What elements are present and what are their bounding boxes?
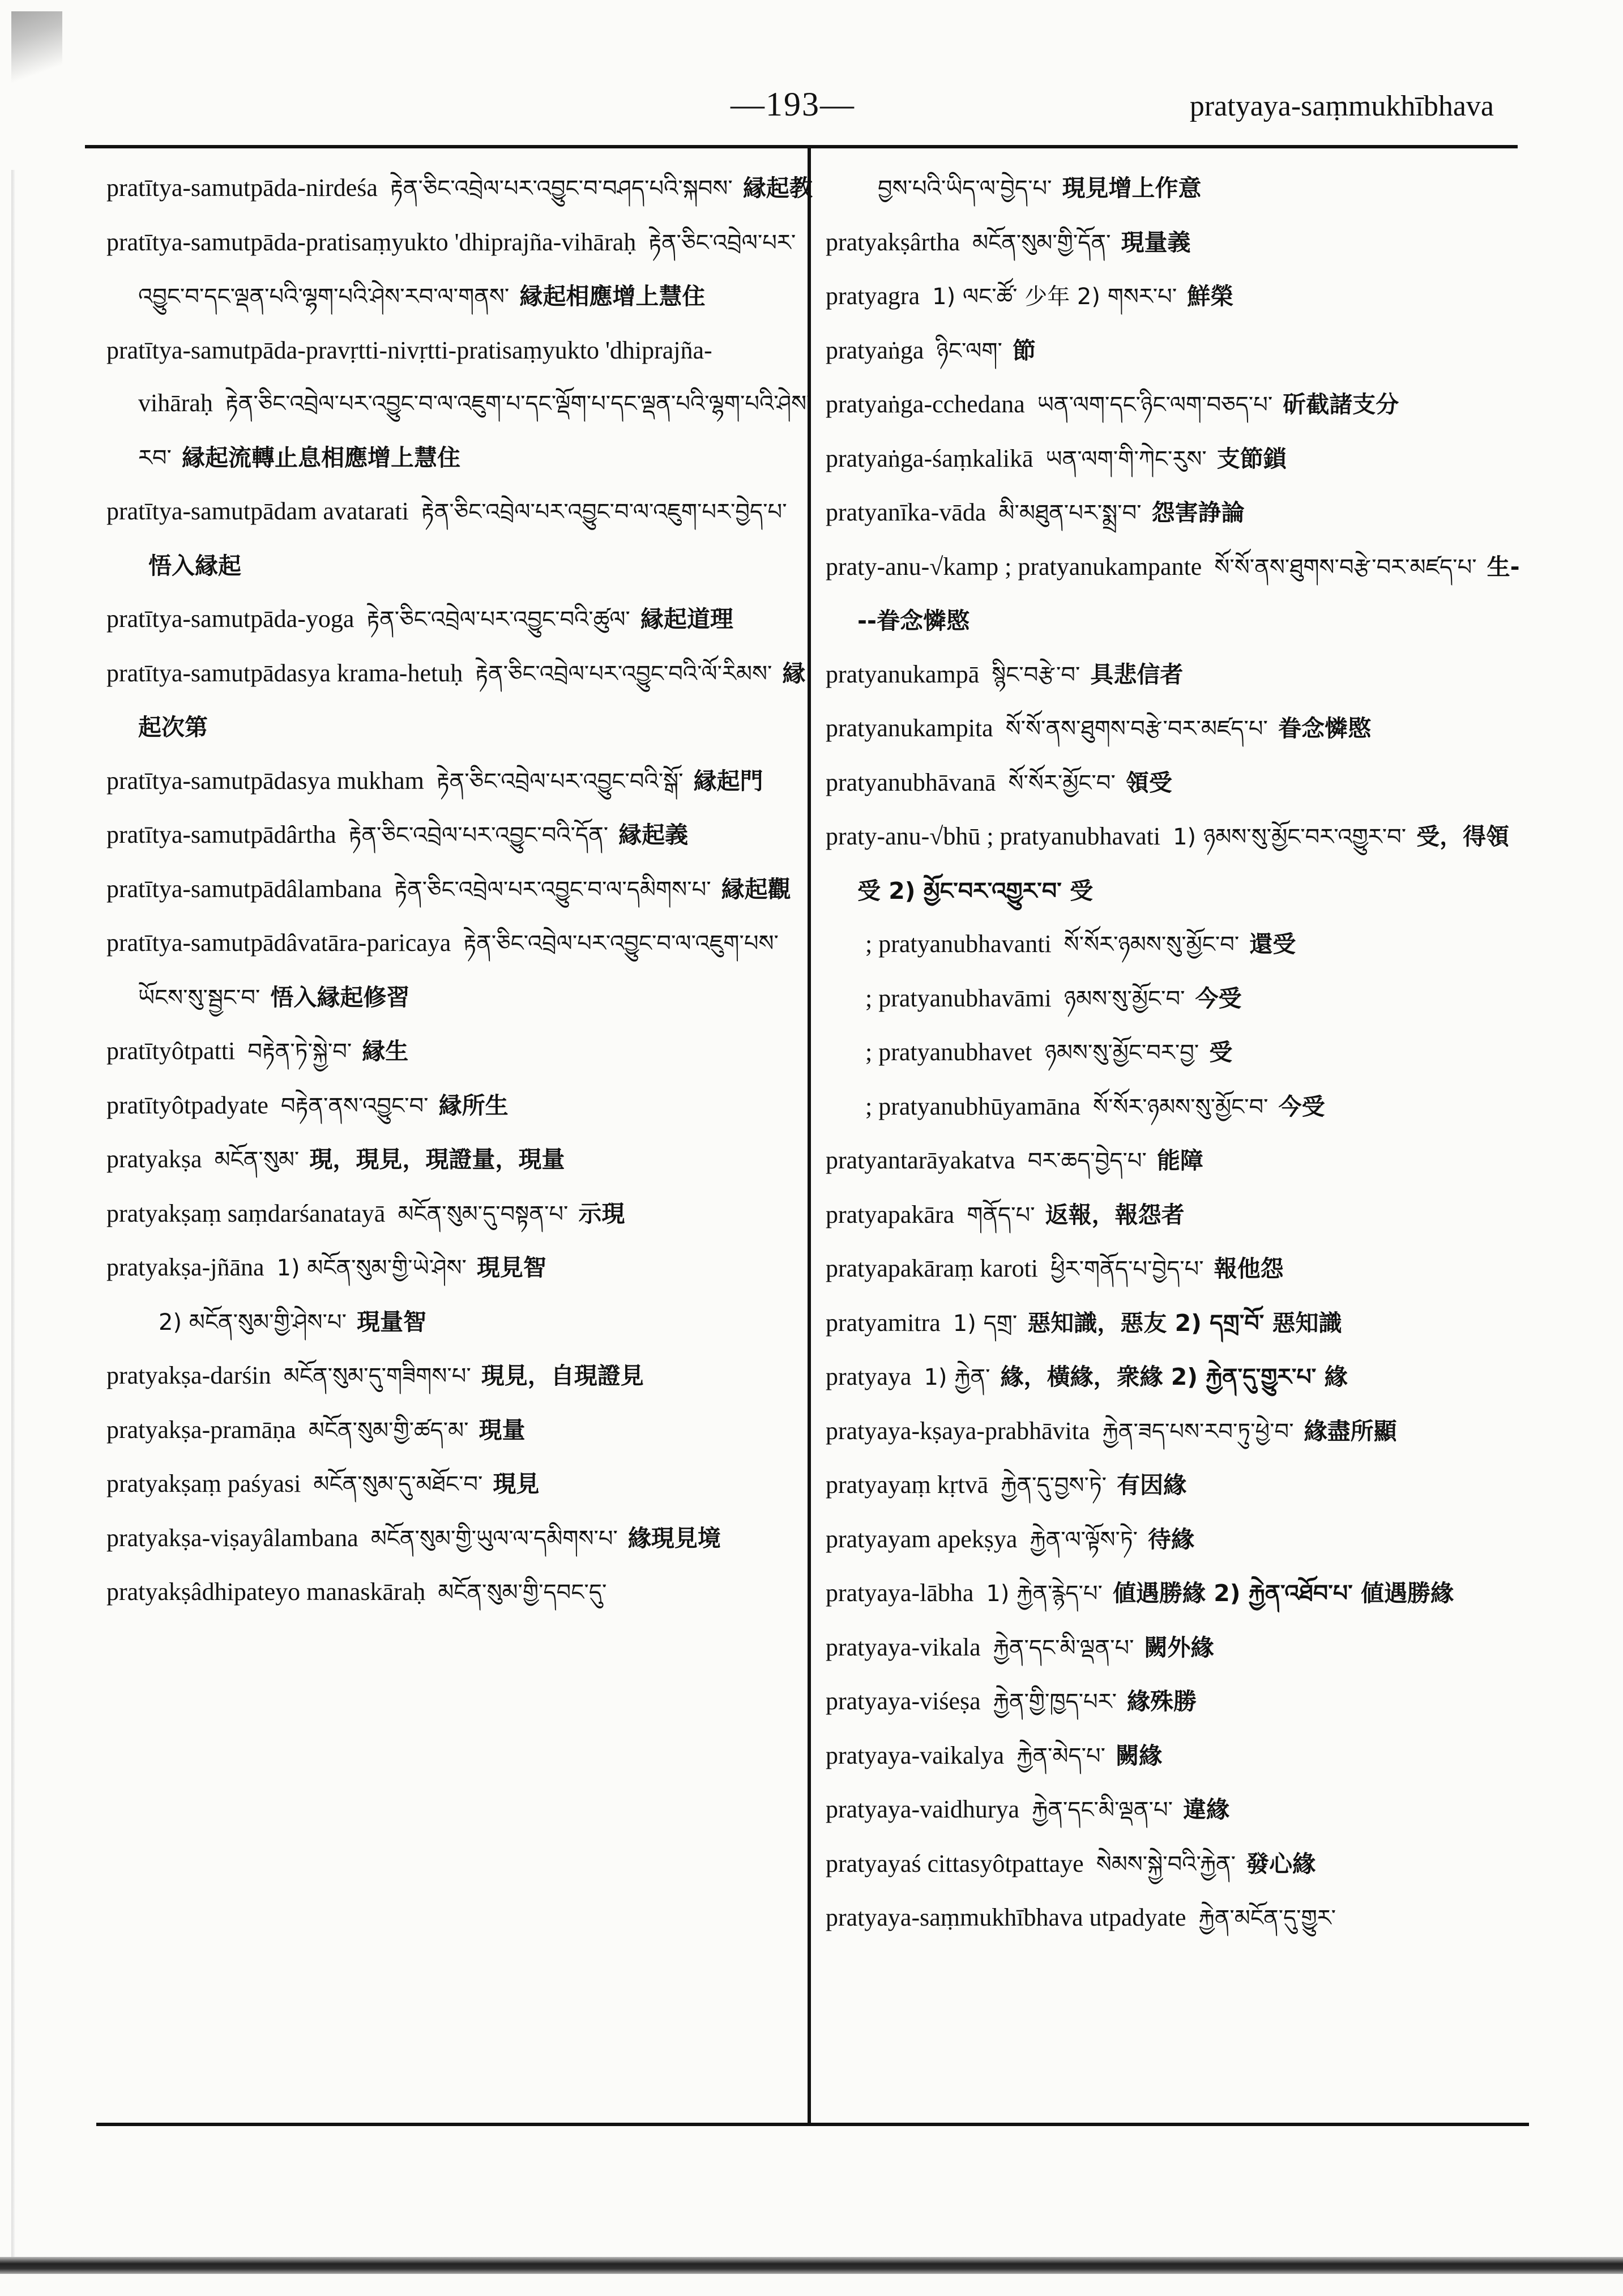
- entry-lemma: pratyakṣa-viṣayâlambana: [106, 1523, 358, 1552]
- entry-tibetan: སོ་སོར་མྱོང་བ་: [1008, 770, 1116, 796]
- dictionary-entry: [826, 917, 1522, 972]
- page-number: —193—: [731, 86, 855, 123]
- dictionary-entry: [826, 1621, 1522, 1675]
- dictionary-entry: [826, 810, 1522, 917]
- entry-lemma: pratītya-samutpādam avatarati: [106, 497, 409, 525]
- dictionary-entry: [826, 1134, 1522, 1188]
- dictionary-entry: [826, 1188, 1522, 1243]
- entry-chinese: 縁起觀: [721, 875, 791, 903]
- entry-lemma: pratyamitra: [826, 1308, 941, 1337]
- entry-lemma: pratyagra: [826, 282, 920, 310]
- entry-chinese: 還受: [1249, 931, 1296, 958]
- dictionary-entry: [106, 592, 817, 647]
- scan-bottom-band: [0, 2257, 1623, 2274]
- dictionary-entry: [106, 1187, 817, 1241]
- entry-lemma: pratyantarāyakatva: [826, 1146, 1015, 1174]
- entry-chinese: 有因緣: [1117, 1471, 1187, 1499]
- dictionary-entry: [826, 1458, 1522, 1513]
- entry-chinese: 今受: [1195, 984, 1242, 1012]
- dictionary-entry: [106, 161, 817, 216]
- entry-lemma: pratyakṣârtha: [826, 228, 960, 256]
- dictionary-entry: [106, 1025, 817, 1079]
- entry-tibetan: མངོན་སུམ་དུ་མཐོང་བ་: [313, 1471, 483, 1497]
- entry-chinese: 縁起門: [693, 767, 763, 795]
- entry-tibetan: རྟེན་ཅིང་འབྲེལ་པར་འབྱུང་བ་ལ་འཇུག་པས་ཡོངས་སུ་སྦྱང་བ་: [138, 931, 779, 1011]
- entry-lemma: pratyaya-vaikalya: [826, 1741, 1005, 1769]
- entry-lemma: pratyanukampā: [826, 660, 980, 688]
- entry-tibetan: རྟེན་ཅིང་འབྲེལ་པར་འབྱུང་བ་བཤད་པའི་སྐབས་: [390, 176, 733, 202]
- entry-lemma: pratyakṣaṃ saṃdarśanatayā: [106, 1199, 386, 1227]
- left-column: [106, 161, 817, 1620]
- entry-lemma: ; pratyanubhavet: [865, 1038, 1032, 1066]
- entry-chinese: 現，現見，現證量，現量: [309, 1146, 565, 1173]
- entry-tibetan: རྟེན་ཅིང་འབྲེལ་པར་འབྱུང་བའི་དོན་: [348, 822, 609, 848]
- dictionary-entry: [106, 485, 817, 592]
- entry-tibetan: 2) མངོན་སུམ་གྱི་ཤེས་པ་: [159, 1309, 347, 1335]
- entry-lemma: pratyaṅga-cchedana: [826, 390, 1025, 418]
- entry-lemma: ; pratyanubhavāmi: [865, 984, 1052, 1012]
- dictionary-entry: [826, 1080, 1522, 1134]
- dictionary-entry: [826, 432, 1522, 486]
- entry-lemma: pratyanīka-vāda: [826, 498, 986, 526]
- entry-lemma: pratyaya-viśeṣa: [826, 1687, 981, 1715]
- entry-tibetan: མངོན་སུམ་གྱི་དབང་དུ་: [438, 1580, 607, 1606]
- entry-chinese: 違緣: [1182, 1796, 1229, 1823]
- entry-tibetan: རྐྱེན་གྱི་ཁྱད་པར་: [993, 1689, 1117, 1715]
- entry-chinese: 緣現見境: [627, 1524, 721, 1552]
- entry-tibetan: 1) མངོན་སུམ་གྱི་ཡེ་ཤེས་: [276, 1255, 467, 1281]
- dictionary-entry: [826, 161, 1522, 216]
- dictionary-entry: [826, 324, 1522, 378]
- entry-chinese: 今受: [1278, 1092, 1325, 1120]
- entry-tibetan: རྟེན་ཅིང་འབྲེལ་པར་འབྱུང་བའི་སྒོ་: [436, 768, 684, 795]
- entry-tibetan: 1) དགྲ་: [953, 1310, 1018, 1337]
- entry-chinese: 報他怨: [1214, 1255, 1284, 1282]
- entry-lemma: pratyaya-lābha: [826, 1579, 974, 1607]
- entry-tibetan: རྐྱེན་མེད་པ་: [1016, 1743, 1106, 1769]
- dictionary-entry: [106, 1512, 817, 1566]
- dictionary-entry: [826, 1567, 1522, 1621]
- entry-chinese: 現見智: [476, 1254, 546, 1281]
- entry-chinese: 發心緣: [1246, 1850, 1316, 1877]
- entry-chinese: 値遇勝緣 2) རྐྱེན་འཐོབ་པ་ 値遇勝緣: [1112, 1580, 1454, 1607]
- dictionary-entry: [826, 378, 1522, 432]
- entry-tibetan: གནོད་པ་: [967, 1202, 1035, 1228]
- dictionary-entry: [826, 1513, 1522, 1567]
- entry-chinese: 節: [1012, 336, 1036, 364]
- entry-lemma: pratītyôtpadyate: [106, 1091, 268, 1119]
- entry-tibetan: 1) རྐྱེན་རྙེད་པ་: [986, 1581, 1103, 1607]
- dictionary-entry: [826, 1242, 1522, 1296]
- entry-tibetan: རྐྱེན་ཟད་པས་རབ་ཏུ་ཕྱེ་བ་: [1102, 1418, 1294, 1445]
- entry-chinese: 現量義: [1121, 228, 1191, 256]
- entry-lemma: pratyaya-saṃmukhībhava utpadyate: [826, 1904, 1186, 1931]
- dictionary-entry: [106, 808, 817, 863]
- entry-chinese: 縁起流轉止息相應增上慧住: [181, 443, 460, 471]
- entry-lemma: pratyaya-vikala: [826, 1633, 981, 1661]
- dictionary-entry: [106, 1565, 817, 1620]
- entry-lemma: pratītya-samutpāda-nirdeśa: [106, 174, 378, 202]
- entry-lemma: pratyaya-kṣaya-prabhāvita: [826, 1416, 1090, 1445]
- entry-tibetan: བརྟེན་ནས་འབྱུང་བ་: [280, 1092, 429, 1119]
- entry-lemma: pratyanubhāvanā: [826, 768, 996, 796]
- entry-chinese: 支節鎖: [1216, 445, 1287, 472]
- entry-tibetan: བརྟེན་ཏེ་སྐྱེ་བ་: [247, 1039, 352, 1065]
- entry-lemma: pratyakṣaṃ paśyasi: [106, 1470, 301, 1497]
- dictionary-entry: [826, 1405, 1522, 1459]
- entry-chinese: 現見，自現證見: [481, 1362, 644, 1389]
- entry-chinese: 縁起義: [618, 821, 689, 848]
- dictionary-entry: [106, 216, 817, 324]
- dictionary-entry: [106, 1349, 817, 1403]
- entry-lemma: pratītya-samutpādâlambana: [106, 874, 382, 903]
- entry-lemma: pratyakṣa-pramāṇa: [106, 1415, 296, 1444]
- dictionary-entry: [826, 1729, 1522, 1783]
- entry-tibetan: མི་མཐུན་པར་སྨྲ་བ་: [998, 500, 1142, 526]
- entry-chinese: 縁起教: [742, 174, 813, 202]
- entry-lemma: pratyaya-vaidhurya: [826, 1795, 1020, 1823]
- entry-tibetan: མངོན་སུམ་: [214, 1147, 300, 1173]
- entry-lemma: pratītya-samutpādârtha: [106, 821, 336, 848]
- entry-chinese: 現量智: [356, 1308, 426, 1335]
- dictionary-entry: [106, 754, 817, 809]
- entry-chinese: 生---眷念憐愍: [857, 553, 1520, 634]
- dictionary-entry: [106, 1241, 817, 1295]
- dictionary-entry: [826, 972, 1522, 1026]
- entry-chinese: 現量: [479, 1416, 526, 1444]
- entry-lemma: pratītya-samutpādâvatāra-paricaya: [106, 929, 451, 957]
- entry-lemma: praty-anu-√kamp ; pratyanukampante: [826, 552, 1202, 581]
- entry-tibetan: མངོན་སུམ་གྱི་ཚད་མ་: [308, 1417, 469, 1444]
- entry-tibetan: རྟེན་ཅིང་འབྲེལ་པར་འབྱུང་བ་དང་ལྡན་པའི་ལྷག་པའི་ཤེས་རབ་ལ་གནས་: [138, 229, 796, 310]
- entry-tibetan: མངོན་སུམ་གྱི་ཡུལ་ལ་དམིགས་པ་: [370, 1525, 618, 1552]
- entry-chinese: 悟入縁起修習: [270, 983, 410, 1011]
- entry-tibetan: ཉམས་སུ་མྱོང་བར་བྱ་: [1044, 1040, 1199, 1066]
- entry-tibetan: རྐྱེན་མངོན་དུ་གྱུར་: [1198, 1905, 1336, 1931]
- entry-chinese: 示現: [578, 1200, 625, 1227]
- entry-tibetan: རྟེན་ཅིང་འབྲེལ་པར་འབྱུང་བའི་ཚུལ་: [366, 607, 630, 633]
- dictionary-entry: [106, 1079, 817, 1133]
- entry-lemma: pratyapakāra: [826, 1200, 955, 1228]
- entry-lemma: pratyanukampita: [826, 714, 993, 742]
- right-column: [826, 161, 1522, 1945]
- scan-corner-artifact: [11, 11, 62, 96]
- dictionary-entry: [826, 1350, 1522, 1405]
- entry-chinese: 縁所生: [438, 1091, 509, 1119]
- entry-tibetan: རྟེན་ཅིང་འབྲེལ་པར་འབྱུང་བ་ལ་འཇུག་པར་བྱེད་པ་: [421, 499, 787, 525]
- entry-tibetan: སོ་སོ་ནས་ཐུགས་བརྩེ་བར་མཛད་པ་: [1214, 554, 1477, 581]
- entry-tibetan: 1) ཉམས་སུ་མྱོང་བར་འགྱུར་བ་: [1173, 824, 1407, 850]
- entry-chinese: 領受: [1125, 769, 1172, 796]
- dictionary-entry: [106, 324, 817, 485]
- entry-tibetan: སོ་སོར་ཉམས་སུ་མྱོང་བ་: [1064, 932, 1240, 958]
- entry-tibetan: མངོན་སུམ་དུ་བསྟན་པ་: [398, 1201, 569, 1227]
- entry-tibetan: རྟེན་ཅིང་འབྲེལ་པར་འབྱུང་བ་ལ་དམིགས་པ་: [394, 876, 711, 903]
- dictionary-entry: [106, 1133, 817, 1187]
- entry-chinese: 眷念憐愍: [1278, 715, 1371, 742]
- dictionary-entry: [826, 540, 1522, 648]
- dictionary-entry: [826, 486, 1522, 540]
- entry-chinese: 縁生: [362, 1038, 409, 1065]
- entry-lemma: ; pratyanubhavanti: [865, 930, 1052, 958]
- entry-chinese: 惡知識，惡友 2) དགྲ་བོ་ 惡知識: [1027, 1309, 1342, 1337]
- dictionary-entry: [826, 1837, 1522, 1892]
- entry-lemma: pratyaṅga-śaṃkalikā: [826, 444, 1033, 472]
- dictionary-entry: [106, 863, 817, 917]
- entry-tibetan: རྐྱེན་དང་མི་ལྡན་པ་: [993, 1634, 1134, 1661]
- entry-chinese: 具悲信者: [1090, 660, 1184, 688]
- entry-lemma: praty-anu-√bhū ; pratyanubhavati: [826, 822, 1161, 850]
- entry-chinese: 悟入縁起: [148, 552, 241, 579]
- dictionary-entry: [826, 648, 1522, 702]
- entry-lemma: pratyapakāraṃ karoti: [826, 1254, 1039, 1282]
- entry-lemma: pratītya-samutpāda-pratisaṃyukto 'dhiprajña-vihāraḥ: [106, 228, 637, 256]
- running-title: pratyaya-saṃmukhībhava: [1189, 90, 1494, 122]
- entry-tibetan: མངོན་སུམ་གྱི་དོན་: [972, 229, 1111, 256]
- dictionary-entry: [106, 647, 817, 754]
- entry-lemma: pratītya-samutpādasya krama-hetuḥ: [106, 659, 463, 687]
- dictionary-entry: [826, 216, 1522, 270]
- entry-lemma: pratyaṅga: [826, 336, 924, 364]
- entry-lemma: pratyakṣa-darśin: [106, 1362, 271, 1389]
- dictionary-entry: [106, 1457, 817, 1512]
- entry-lemma: pratyayam apekṣya: [826, 1525, 1018, 1553]
- entry-chinese: 待緣: [1148, 1525, 1195, 1553]
- entry-chinese: 緣，橫緣，衆緣 2) རྐྱེན་དུ་གྱུར་པ་ 緣: [1000, 1363, 1348, 1390]
- entry-tibetan: རྐྱེན་ལ་ལྟོས་ཏེ་: [1030, 1526, 1138, 1553]
- entry-chinese: 闕外緣: [1144, 1633, 1214, 1661]
- entry-chinese: 返報，報怨者: [1045, 1201, 1185, 1228]
- entry-lemma: pratyayaṃ kṛtvā: [826, 1471, 989, 1499]
- dictionary-entry: [826, 270, 1522, 324]
- entry-tibetan: སེམས་སྐྱེ་བའི་རྐྱེན་: [1096, 1851, 1236, 1877]
- entry-lemma: pratītya-samutpāda-pravṛtti-nivṛtti-pratisaṃyukto 'dhiprajña-vihāraḥ: [106, 336, 712, 417]
- entry-tibetan: རྐྱེན་དང་མི་ལྡན་པ་: [1032, 1797, 1173, 1823]
- entry-lemma: pratyakṣâdhipateyo manaskāraḥ: [106, 1578, 426, 1606]
- entry-chinese: 斫截諸支分: [1283, 391, 1399, 418]
- entry-lemma: pratītya-samutpāda-yoga: [106, 605, 355, 633]
- entry-chinese: 緣盡所顯: [1304, 1417, 1397, 1445]
- entry-tibetan: རྟེན་ཅིང་འབྲེལ་པར་འབྱུང་བའི་ལོ་རིམས་: [475, 660, 772, 687]
- dictionary-entry: [826, 1675, 1522, 1729]
- entry-tibetan: ཡན་ལག་དང་ཉིང་ལག་བཅད་པ་: [1037, 392, 1273, 418]
- dictionary-entry: [106, 1403, 817, 1458]
- entry-tibetan: རྐྱེན་དུ་བྱས་ཏེ་: [1001, 1473, 1107, 1499]
- entry-tibetan: 1) ལང་ཚོ་ 少年 2) གསར་པ་: [932, 284, 1177, 310]
- entry-lemma: pratītyôtpatti: [106, 1037, 236, 1065]
- entry-chinese: 受: [1209, 1039, 1233, 1066]
- entry-chinese: 能障: [1156, 1147, 1203, 1174]
- dictionary-entry: [826, 1783, 1522, 1837]
- top-rule: [85, 145, 1518, 148]
- dictionary-entry: [826, 1296, 1522, 1351]
- entry-tibetan: ཡན་ལག་གི་ཀེང་རུས་: [1045, 446, 1207, 472]
- entry-lemma: pratyaya: [826, 1363, 912, 1390]
- dictionary-entry: [826, 1026, 1522, 1080]
- entry-lemma: pratyakṣa-jñāna: [106, 1253, 264, 1281]
- entry-chinese: 鮮榮: [1187, 283, 1234, 310]
- entry-chinese: 縁起次第: [138, 659, 806, 741]
- entry-tibetan: ཕྱིར་གནོད་པ་བྱེད་པ་: [1050, 1256, 1204, 1282]
- bottom-rule: [96, 2123, 1529, 2126]
- dictionary-entry: [826, 756, 1522, 810]
- dictionary-entry: [826, 1891, 1522, 1945]
- entry-tibetan: སོ་སོར་ཉམས་སུ་མྱོང་བ་: [1092, 1094, 1268, 1120]
- entry-chinese: 緣殊勝: [1126, 1688, 1197, 1715]
- entry-lemma: pratyayaś cittasyôtpattaye: [826, 1849, 1084, 1877]
- entry-tibetan: ཉིང་ལག་: [936, 338, 1002, 364]
- entry-lemma: ; pratyanubhūyamāna: [865, 1092, 1080, 1120]
- entry-tibetan: བར་ཆད་བྱེད་པ་: [1027, 1148, 1147, 1174]
- dictionary-entry: [826, 702, 1522, 756]
- dictionary-entry: [106, 916, 817, 1025]
- entry-tibetan: ཉམས་སུ་མྱོང་བ་: [1064, 985, 1185, 1012]
- entry-chinese: 現見: [493, 1470, 540, 1497]
- entry-tibetan: སོ་སོ་ནས་ཐུགས་བརྩེ་བར་མཛད་པ་: [1005, 716, 1268, 742]
- dictionary-entry: [106, 1295, 817, 1350]
- entry-tibetan: མངོན་སུམ་དུ་གཟིགས་པ་: [283, 1363, 471, 1389]
- entry-lemma: pratītya-samutpādasya mukham: [106, 766, 424, 795]
- entry-tibetan: སྙིང་བརྩེ་བ་: [992, 662, 1080, 688]
- entry-tibetan: རྟེན་ཅིང་འབྲེལ་པར་འབྱུང་བ་ལ་འཇུག་པ་དང་ལྡོག་པ་དང་ལྡན་པའི་ལྷག་པའི་ཤེས་རབ་: [138, 391, 812, 471]
- entry-chinese: 現見增上作意: [1062, 174, 1202, 202]
- entry-tibetan: 1) རྐྱེན་: [924, 1364, 990, 1390]
- entry-chinese: 闕緣: [1116, 1742, 1163, 1769]
- entry-chinese: 怨害諍論: [1151, 499, 1245, 526]
- entry-chinese: 縁起道理: [640, 605, 733, 633]
- scan-left-edge: [11, 170, 15, 2265]
- entry-tibetan: བྱས་པའི་ཡིད་ལ་བྱེད་པ་: [878, 176, 1052, 202]
- entry-chinese: 受，得領受 2) མྱོང་བར་འགྱུར་བ་ 受: [857, 823, 1510, 904]
- entry-lemma: pratyakṣa: [106, 1145, 202, 1173]
- entry-chinese: 縁起相應增上慧住: [519, 283, 706, 310]
